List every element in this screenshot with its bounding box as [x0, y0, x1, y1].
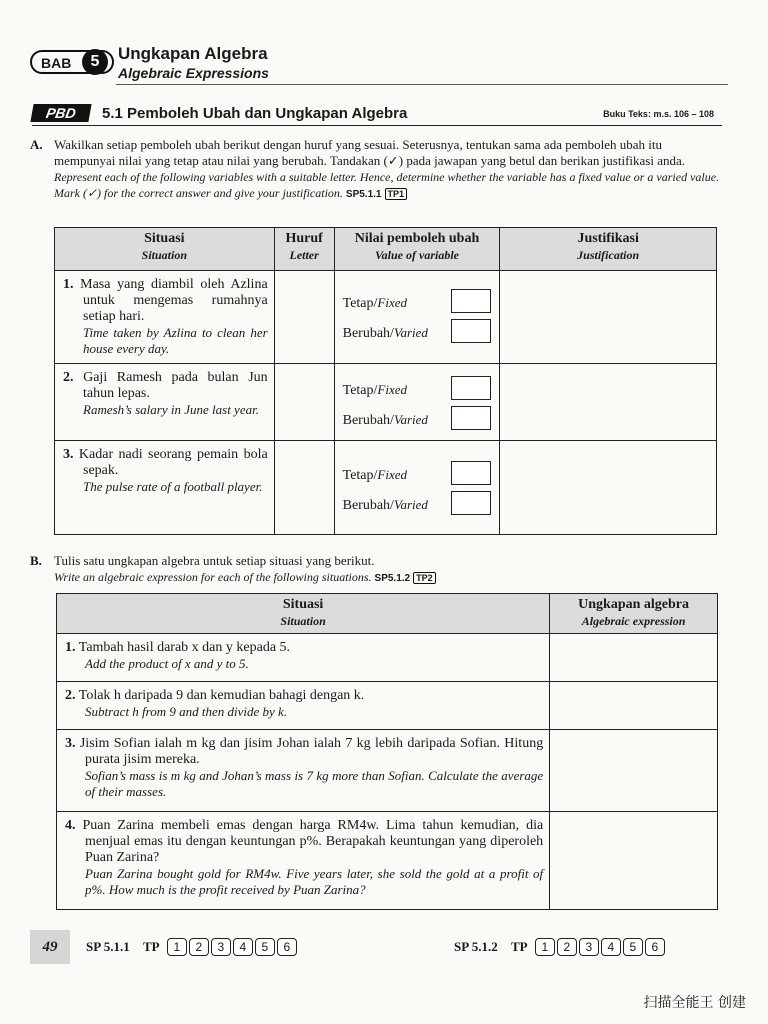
part-b-letter: B. — [30, 553, 42, 568]
header-algebraic-expression: Ungkapan algebra Algebraic expression — [550, 594, 718, 634]
header-justification: Justifikasi Justification — [500, 228, 717, 271]
section-bar — [32, 104, 722, 126]
tp-level-box[interactable]: 5 — [255, 938, 275, 956]
part-a-header-row — [55, 228, 717, 271]
page-number: 49 — [30, 930, 70, 964]
tp-level-box[interactable]: 2 — [189, 938, 209, 956]
header-situation: Situasi Situation — [57, 594, 550, 634]
part-b-header-row — [57, 594, 718, 634]
tp-label: TP — [510, 939, 528, 954]
part-a-instructions — [30, 137, 720, 203]
option-varied: Berubah/Varied — [335, 317, 500, 347]
chapter-number: 5 — [82, 49, 108, 75]
tp-tracker-sp512 — [454, 938, 667, 956]
letter-answer-cell[interactable] — [274, 441, 334, 535]
situation-cell: 3. Kadar nadi seorang pemain bola sepak. The pulse rate of a football player. — [55, 441, 275, 535]
tp-level-box[interactable]: 3 — [211, 938, 231, 956]
tp-level-box[interactable]: 2 — [557, 938, 577, 956]
fixed-checkbox[interactable] — [451, 376, 491, 400]
expression-answer-cell[interactable] — [550, 730, 718, 812]
situation-cell: 2. Gaji Ramesh pada bulan Jun tahun lepas. Ramesh’s salary in June last year. — [55, 364, 275, 441]
part-b-table — [56, 593, 718, 910]
part-a-sp-ref: SP5.1.1 — [345, 189, 382, 200]
tp-tracker-sp511 — [86, 938, 299, 956]
varied-checkbox[interactable] — [451, 406, 491, 430]
varied-checkbox[interactable] — [451, 319, 491, 343]
option-fixed: Tetap/Fixed — [335, 287, 500, 317]
tp-level-box[interactable]: 1 — [535, 938, 555, 956]
varied-checkbox[interactable] — [451, 491, 491, 515]
chapter-subtitle: Algebraic Expressions — [118, 65, 269, 81]
chapter-header — [30, 44, 730, 88]
header-divider — [116, 84, 728, 85]
fixed-checkbox[interactable] — [451, 289, 491, 313]
header-letter: Huruf Letter — [274, 228, 334, 271]
table-row — [57, 730, 718, 812]
value-cell — [334, 441, 500, 535]
header-situation: Situasi Situation — [55, 228, 275, 271]
table-row — [57, 682, 718, 730]
part-b-instruction-ms: Tulis satu ungkapan algebra untuk setiap situasi yang berikut. — [54, 553, 375, 568]
part-b-tp-ref: TP2 — [413, 572, 436, 584]
chapter-badge — [30, 50, 114, 74]
table-row — [55, 441, 717, 535]
header-value: Nilai pemboleh ubah Value of variable — [334, 228, 500, 271]
tp-level-box[interactable]: 3 — [579, 938, 599, 956]
part-a-table — [54, 227, 717, 535]
scanner-watermark: 扫描全能王 创建 — [643, 995, 746, 1011]
table-row — [57, 634, 718, 682]
chapter-title: Ungkapan Algebra — [118, 44, 268, 63]
part-a-instruction-en — [54, 169, 720, 203]
tp-sp-label: SP 5.1.1 — [86, 939, 130, 954]
option-fixed: Tetap/Fixed — [335, 459, 500, 489]
situation-cell: 3. Jisim Sofian ialah m kg dan jisim Johan ialah 7 kg lebih daripada Sofian. Hitung purata jisim mereka. Sofian’s mass is m kg and Johan’s mass is 7 kg more than Sofian. Calculate the average of their masses. — [57, 730, 550, 812]
part-b-instruction-en-text: Write an algebraic expression for each of the following situations. — [54, 570, 372, 584]
tp-level-box[interactable]: 6 — [277, 938, 297, 956]
value-cell — [334, 364, 500, 441]
justification-answer-cell[interactable] — [500, 441, 717, 535]
part-b-instruction-en — [54, 569, 720, 587]
part-a-instruction-en-text: Represent each of the following variables with a suitable letter. Hence, determine whether the variable has a fixed value or a varied value. Mark (✓) for the correct answer and give your justification. — [54, 170, 720, 200]
table-row — [55, 364, 717, 441]
tp-level-box[interactable]: 6 — [645, 938, 665, 956]
option-fixed: Tetap/Fixed — [335, 374, 500, 404]
chapter-badge-label: BAB — [41, 55, 72, 71]
tp-label: TP — [142, 939, 160, 954]
part-b-instructions — [30, 553, 720, 587]
tp-level-box[interactable]: 1 — [167, 938, 187, 956]
part-a-letter: A. — [30, 137, 43, 152]
situation-cell: 1. Tambah hasil darab x dan y kepada 5. Add the product of x and y to 5. — [57, 634, 550, 682]
expression-answer-cell[interactable] — [550, 812, 718, 910]
justification-answer-cell[interactable] — [500, 271, 717, 364]
table-row — [57, 812, 718, 910]
situation-cell: 2. Tolak h daripada 9 dan kemudian bahagi dengan k. Subtract h from 9 and then divide by k. — [57, 682, 550, 730]
page-footer — [30, 930, 730, 966]
textbook-reference: Buku Teks: m.s. 106 – 108 — [603, 109, 714, 119]
tp-level-box[interactable]: 4 — [601, 938, 621, 956]
value-cell — [334, 271, 500, 364]
fixed-checkbox[interactable] — [451, 461, 491, 485]
section-title: 5.1 Pemboleh Ubah dan Ungkapan Algebra — [102, 105, 408, 122]
tp-level-box[interactable]: 4 — [233, 938, 253, 956]
justification-answer-cell[interactable] — [500, 364, 717, 441]
option-varied: Berubah/Varied — [335, 489, 500, 519]
table-row — [55, 271, 717, 364]
expression-answer-cell[interactable] — [550, 682, 718, 730]
expression-answer-cell[interactable] — [550, 634, 718, 682]
situation-cell: 1. Masa yang diambil oleh Azlina untuk mengemas rumahnya setiap hari. Time taken by Azlina to clean her house every day. — [55, 271, 275, 364]
letter-answer-cell[interactable] — [274, 364, 334, 441]
part-a-instruction-ms: Wakilkan setiap pemboleh ubah berikut dengan huruf yang sesuai. Seterusnya, tentukan sama ada pemboleh ubah itu mempunyai nilai yang tetap atau nilai yang berubah. Tandakan (✓) pada jawapan yang betul dan berikan justifikasi anda. — [54, 137, 686, 168]
letter-answer-cell[interactable] — [274, 271, 334, 364]
part-a-tp-ref: TP1 — [385, 188, 408, 200]
situation-cell: 4. Puan Zarina membeli emas dengan harga RM4w. Lima tahun kemudian, dia menjual emas itu dengan keuntungan p%. Berapakah keuntungan yang diperoleh Puan Zarina? Puan Zarina bought gold for RM4w. Five years later, she sold the gold at a profit of p%. How much is the profit received by Puan Zarina? — [57, 812, 550, 910]
tp-sp-label: SP 5.1.2 — [454, 939, 498, 954]
tp-level-box[interactable]: 5 — [623, 938, 643, 956]
pbd-badge: PBD — [30, 104, 91, 122]
part-b-sp-ref: SP5.1.2 — [374, 573, 411, 584]
option-varied: Berubah/Varied — [335, 404, 500, 434]
